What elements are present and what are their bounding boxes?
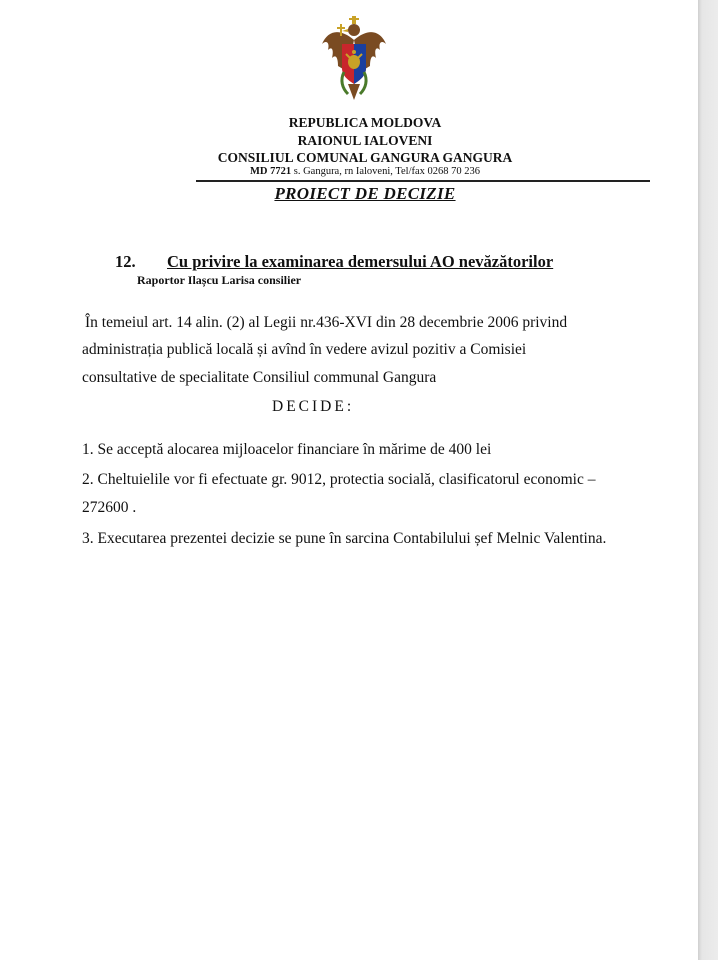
header-country: REPUBLICA MOLDOVA xyxy=(288,115,442,130)
page-edge-shadow xyxy=(698,0,718,960)
body-line-2: administrația publică locală și avînd în vedere avizul pozitiv a Comisiei xyxy=(82,341,527,358)
moldova-coat-of-arms-icon xyxy=(318,10,390,104)
body-line-1: În temeiul art. 14 alin. (2) al Legii nr.436-XVI din 28 decembrie 2006 privind xyxy=(85,314,568,331)
header-address xyxy=(210,166,520,177)
decision-point-2: 2. Cheltuielile vor fi efectuate gr. 9012, protectia socială, clasificatorul economic – xyxy=(82,471,596,488)
decision-point-2-continued: 272600 . xyxy=(82,499,137,516)
address-details: s. Gangura, rn Ialoveni, Tel/fax 0268 70 236 xyxy=(291,166,481,177)
header-council: CONSILIUL COMUNAL GANGURA GANGURA xyxy=(217,150,513,165)
document-type-title: PROIECT DE DECIZIE xyxy=(274,184,456,203)
address-code: MD 7721 xyxy=(249,166,292,177)
decide-heading: DECIDE: xyxy=(272,398,355,415)
body-line-3: consultative de specialitate Consiliul communal Gangura xyxy=(82,369,437,386)
decision-point-3: 3. Executarea prezentei decizie se pune în sarcina Contabilului șef Melnic Valentina. xyxy=(82,530,607,547)
item-raportor: Raportor Ilașcu Larisa consilier xyxy=(137,273,302,287)
decision-point-1: 1. Se acceptă alocarea mijloacelor financiare în mărime de 400 lei xyxy=(82,441,492,458)
header-district: RAIONUL IALOVENI xyxy=(297,133,433,148)
item-title: Cu privire la examinarea demersului AO nevăzătorilor xyxy=(167,252,554,271)
item-number: 12. xyxy=(115,252,136,271)
header-divider xyxy=(196,180,650,182)
